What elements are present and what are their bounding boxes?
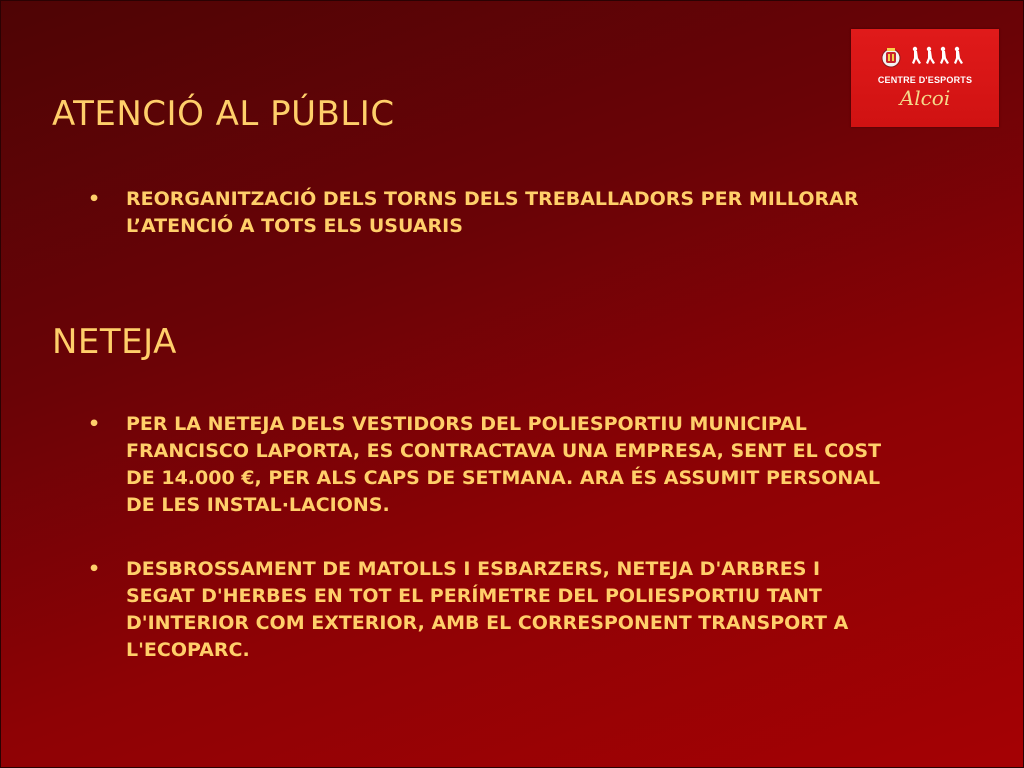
heading-neteja: NETEJA xyxy=(52,322,177,362)
heading-atencio-public: ATENCIÓ AL PÚBLIC xyxy=(52,94,395,134)
bullet-dot-icon: • xyxy=(88,413,101,435)
centre-esports-logo xyxy=(851,29,999,127)
bullet-dot-icon: • xyxy=(88,558,101,580)
bullet-text: PER LA NETEJA DELS VESTIDORS DEL POLIESPORTIU MUNICIPAL FRANCISCO LAPORTA, ES CONTRACTAVA UNA EMPRESA, SENT EL COST DE 14.000 €, PER ALS CAPS DE SETMANA. ARA ÉS ASSUMIT PERSONAL DE LES INSTAL·LACIONS. xyxy=(126,413,882,516)
logo-text-alcoi: Alcoi xyxy=(899,86,951,110)
bullet-text: DESBROSSAMENT DE MATOLLS I ESBARZERS, NETEJA D'ARBRES I SEGAT D'HERBES EN TOT EL PERÍMETRE DEL POLIESPORTIU TANT D'INTERIOR COM EXTERIOR, AMB EL CORRESPONENT TRANSPORT A L'ECOPARC. xyxy=(126,558,849,661)
bullet-item xyxy=(88,556,888,664)
logo-text-centre: CENTRE D'ESPORTS xyxy=(877,75,973,85)
bullet-item xyxy=(88,411,888,519)
bullet-list-atencio xyxy=(88,186,888,240)
bullet-item xyxy=(88,186,888,240)
bullet-text: REORGANITZACIÓ DELS TORNS DELS TREBALLADORS PER MILLORAR L’ATENCIÓ A TOTS ELS USUARIS xyxy=(126,188,859,237)
bullet-dot-icon: • xyxy=(88,188,101,210)
bullet-list-neteja xyxy=(88,411,888,664)
coat-of-arms-icon xyxy=(882,48,900,67)
runners-icon xyxy=(912,47,963,64)
